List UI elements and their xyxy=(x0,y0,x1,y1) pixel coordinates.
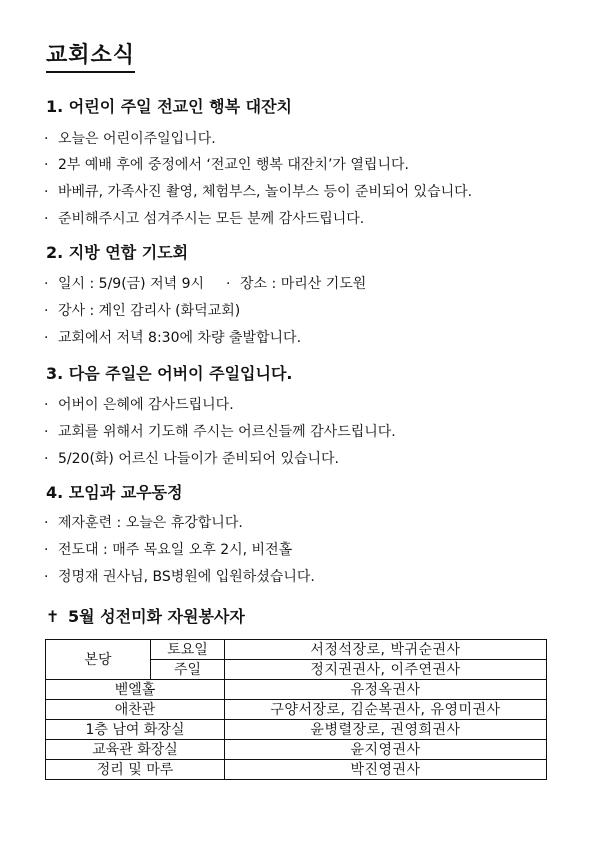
names-cell: 윤병렬장로, 권영희권사 xyxy=(225,720,547,740)
bullet-text: 바베큐, 가족사진 촬영, 체험부스, 놀이부스 등이 준비되어 있습니다. xyxy=(58,184,473,200)
table-row xyxy=(46,640,547,660)
names-cell: 구양서장로, 김순복권사, 유영미권사 xyxy=(225,700,547,720)
bullet-text: 일시 : 5/9(금) 저녁 9시 xyxy=(58,276,205,292)
bullet-mark: · xyxy=(44,397,49,413)
place-cell: 벧엘홀 xyxy=(46,680,225,700)
section-2-bullet xyxy=(44,302,240,320)
place-cell: 정리 및 마루 xyxy=(46,760,225,780)
bullet-mark: · xyxy=(44,424,49,440)
section-4-bullet xyxy=(44,514,243,532)
place-cell: 주일 xyxy=(151,660,225,680)
bullet-text: 제자훈련 : 오늘은 휴강합니다. xyxy=(58,515,243,531)
bullet-text: 교회를 위해서 기도해 주시는 어르신들께 감사드립니다. xyxy=(58,424,396,440)
section-heading-4: 4. 모임과 교우동정 xyxy=(46,483,183,502)
table-row xyxy=(46,760,547,780)
section-1-bullet xyxy=(44,210,364,228)
bullet-text: 교회에서 저녁 8:30에 차량 출발합니다. xyxy=(58,330,302,346)
section-1-bullet xyxy=(44,183,472,201)
table-row xyxy=(46,700,547,720)
names-cell: 정지권권사, 이주연권사 xyxy=(225,660,547,680)
section-3-bullet xyxy=(44,423,396,441)
place-cell: 교육관 화장실 xyxy=(46,740,225,760)
section-2-bullet xyxy=(44,329,301,347)
place-cell: 토요일 xyxy=(151,640,225,660)
bullet-text: 2부 예배 후에 중정에서 ‘전교인 행복 대잔치’가 열립니다. xyxy=(58,157,409,173)
place-cell: 애찬관 xyxy=(46,700,225,720)
bullet-mark: · xyxy=(44,303,49,319)
bullet-text: 전도대 : 매주 목요일 오후 2시, 비전홀 xyxy=(58,542,293,558)
volunteer-table xyxy=(45,639,547,780)
section-1-bullet xyxy=(44,130,216,148)
bullet-mark: · xyxy=(44,451,49,467)
table-row xyxy=(46,720,547,740)
bullet-mark: · xyxy=(44,330,49,346)
bullet-mark: · xyxy=(44,542,49,558)
names-cell: 서정석장로, 박귀순권사 xyxy=(225,640,547,660)
names-cell: 윤지영권사 xyxy=(225,740,547,760)
bullet-mark: · xyxy=(44,276,49,292)
names-cell: 유정옥권사 xyxy=(225,680,547,700)
section-4-bullet xyxy=(44,568,315,586)
bondang-cell: 본당 xyxy=(46,640,151,680)
section-3-bullet xyxy=(44,450,339,468)
section-4-bullet xyxy=(44,541,292,559)
bullet-mark: · xyxy=(44,569,49,585)
bullet-text: 준비해주시고 섬겨주시는 모든 분께 감사드립니다. xyxy=(58,211,365,227)
table-row xyxy=(46,740,547,760)
page-title: 교회소식 xyxy=(46,43,135,73)
section-heading-3: 3. 다음 주일은 어버이 주일입니다. xyxy=(46,364,293,383)
names-cell: 박진영권사 xyxy=(225,760,547,780)
table-row xyxy=(46,680,547,700)
bullet-text: 어버이 은혜에 감사드립니다. xyxy=(58,397,234,413)
bullet-text: 강사 : 계인 감리사 (화덕교회) xyxy=(58,303,241,319)
section-3-bullet xyxy=(44,396,234,414)
section-2-bullet xyxy=(44,275,366,293)
bullet-text: 5/20(화) 어르신 나들이가 준비되어 있습니다. xyxy=(58,451,339,467)
place-cell: 1층 남여 화장실 xyxy=(46,720,225,740)
volunteer-heading xyxy=(46,607,245,627)
bullet-text: 장소 : 마리산 기도원 xyxy=(240,276,367,292)
bullet-text: 정명재 권사님, BS병원에 입원하셨습니다. xyxy=(58,569,315,585)
bullet-mark: · xyxy=(44,157,49,173)
volunteer-heading-text: 5월 성전미화 자원봉사자 xyxy=(68,607,245,626)
cross-icon: ✝ xyxy=(46,607,60,626)
bullet-mark: · xyxy=(44,211,49,227)
bullet-mark: · xyxy=(44,131,49,147)
bullet-mark: · xyxy=(44,184,49,200)
bullet-mark: · xyxy=(44,515,49,531)
section-1-bullet xyxy=(44,156,409,174)
section-heading-2: 2. 지방 연합 기도회 xyxy=(46,243,189,262)
section-heading-1: 1. 어린이 주일 전교인 행복 대잔치 xyxy=(46,97,292,116)
bullet-mark: · xyxy=(226,276,231,292)
bullet-text: 오늘은 어린이주일입니다. xyxy=(58,131,216,147)
